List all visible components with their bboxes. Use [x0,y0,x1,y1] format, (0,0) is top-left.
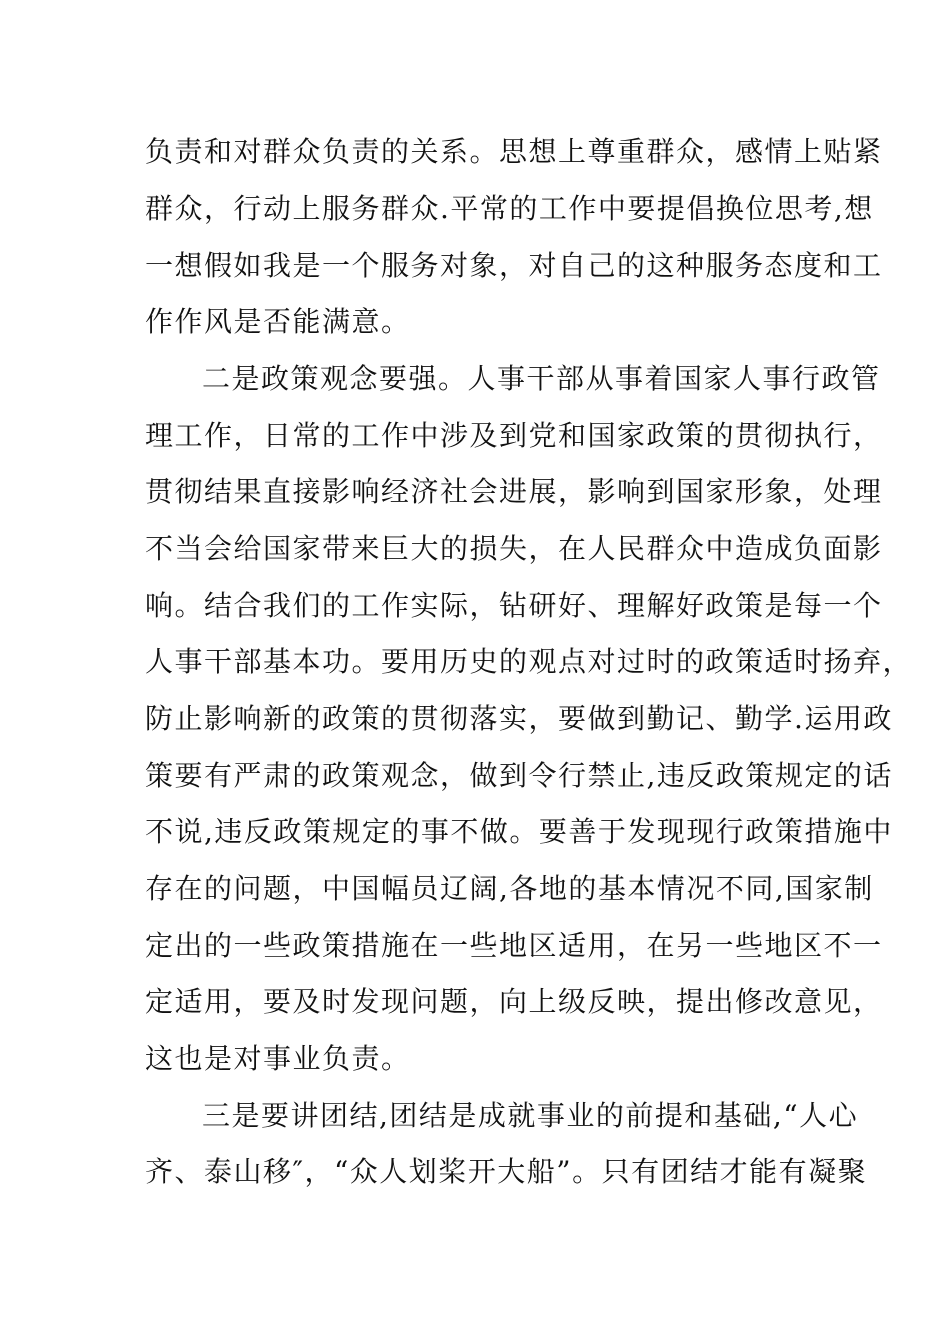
text-line: 防止影响新的政策的贯彻落实，要做到勤记、勤学.运用政 [145,702,893,735]
text-line: 理工作，日常的工作中涉及到党和国家政策的贯彻执行， [145,419,883,452]
text-line: 定适用，要及时发现问题，向上级反映，提出修改意见， [145,985,883,1018]
text-line: 群众，行动上服务群众.平常的工作中要提倡换位思考,想 [145,192,874,225]
text-line: 定出的一些政策措施在一些地区适用，在另一些地区不一 [145,929,883,962]
text-line: 人事干部基本功。要用历史的观点对过时的政策适时扬弃， [145,645,913,678]
paragraph-first-line: 三是要讲团结,团结是成就事业的前提和基础,“人心 [202,1099,859,1132]
text-line: 一想假如我是一个服务对象，对自己的这种服务态度和工 [145,249,883,282]
text-line: 作作风是否能满意。 [145,305,411,338]
text-line: 负责和对群众负责的关系。思想上尊重群众，感情上贴紧 [145,135,883,168]
text-line: 这也是对事业负责。 [145,1042,411,1075]
text-line: 存在的问题，中国幅员辽阔,各地的基本情况不同,国家制 [145,872,874,905]
text-line: 齐、泰山移″，“众人划桨开大船”。只有团结才能有凝聚 [145,1155,868,1188]
text-line: 策要有严肃的政策观念，做到令行禁止,违反政策规定的话 [145,759,893,792]
text-line: 不说,违反政策规定的事不做。要善于发现现行政策措施中 [145,815,893,848]
text-line: 不当会给国家带来巨大的损失，在人民群众中造成负面影 [145,532,883,565]
paragraph-first-line: 二是政策观念要强。人事干部从事着国家人事行政管 [202,362,881,395]
text-line: 贯彻结果直接影响经济社会进展，影响到国家形象，处理 [145,475,883,508]
text-line: 响。结合我们的工作实际，钻研好、理解好政策是每一个 [145,589,883,622]
